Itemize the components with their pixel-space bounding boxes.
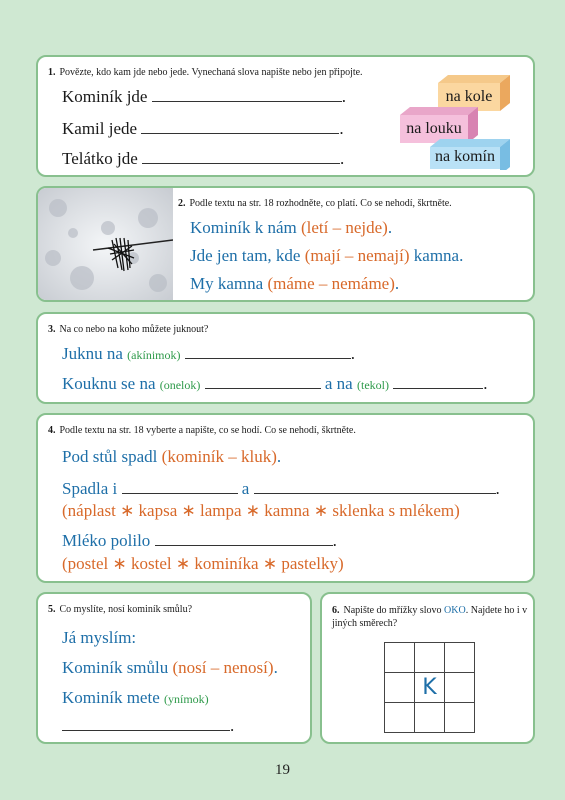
task5-card <box>36 592 312 744</box>
grid-cell[interactable] <box>385 703 415 733</box>
task2-line-1: Kominík k nám (letí – nejde). <box>190 218 393 237</box>
grid-cell[interactable] <box>445 703 475 733</box>
task1-instruction: 1. Povězte, kdo kam jde nebo jede. Vynechaná slova napište nebo jen připojte. <box>48 67 363 78</box>
answer-blank[interactable] <box>393 375 483 389</box>
grid-cell[interactable] <box>415 643 445 673</box>
word-box-na-kole: na kole <box>445 88 493 105</box>
grid-cell[interactable] <box>385 643 415 673</box>
grid-cell-center[interactable]: K <box>415 673 445 703</box>
task3-instruction: 3. Na co nebo na koho můžete juknout? <box>48 324 209 335</box>
answer-blank[interactable] <box>141 120 339 134</box>
letter-grid <box>384 642 475 733</box>
task4-options-2: (postel ∗ kostel ∗ kominíka ∗ pastelky) <box>62 554 344 573</box>
task4-card <box>36 413 535 583</box>
task4-line-1: Pod stůl spadl (kominík – kluk). <box>62 447 282 466</box>
word-box-na-louku: na louku <box>406 120 462 137</box>
task4-line-2: Spadla i a . <box>62 479 500 498</box>
answer-blank[interactable] <box>185 345 351 359</box>
task3-line-2: Kouknu se na (onelok) a na (tekol) . <box>62 374 488 393</box>
choice-nosi-nenosi[interactable]: (nosí – nenosí) <box>172 658 274 677</box>
task1-line-1: Kominík jde . <box>62 87 346 106</box>
task3-line-1: Juknu na (akínimok) . <box>62 344 355 363</box>
choice-kominik-kluk[interactable]: (kominík – kluk) <box>161 447 277 466</box>
task5-line-3: Kominík mete (ynímok) <box>62 688 209 707</box>
task3-card <box>36 312 535 404</box>
answer-blank[interactable] <box>155 532 333 546</box>
task2-card <box>36 186 535 302</box>
task5-line-4: . <box>62 716 234 736</box>
answer-blank[interactable] <box>142 150 340 164</box>
page-number: 19 <box>275 762 290 778</box>
grid-cell[interactable] <box>445 673 475 703</box>
answer-blank[interactable] <box>254 480 496 494</box>
task4-instruction: 4. Podle textu na str. 18 vyberte a napište, co se hodí. Co se nehodí, škrtněte. <box>48 425 356 436</box>
choice-maji-nemaji[interactable]: (mají – nemají) <box>304 246 410 265</box>
task1-line-3: Telátko jde . <box>62 149 345 168</box>
answer-blank[interactable] <box>122 480 238 494</box>
grid-cell[interactable] <box>445 643 475 673</box>
answer-blank[interactable] <box>152 88 342 102</box>
task5-line-2: Kominík smůlu (nosí – nenosí). <box>62 658 278 677</box>
task4-line-4: Mléko polilo . <box>62 531 337 550</box>
choice-let-nejde[interactable]: (letí – nejde) <box>300 218 388 237</box>
chimney-brush-illustration <box>38 188 173 302</box>
task5-instruction: 5. Co myslíte, nosí kominík smůlu? <box>48 604 193 615</box>
grid-cell[interactable] <box>385 673 415 703</box>
answer-blank[interactable] <box>62 717 230 731</box>
task6-card <box>320 592 535 744</box>
word-box-na-komin: na komín <box>435 148 495 165</box>
answer-blank[interactable] <box>205 375 321 389</box>
task4-options-1: (náplast ∗ kapsa ∗ lampa ∗ kamna ∗ sklenka s mlékem) <box>62 501 460 520</box>
task6-instruction: 6. Napište do mřížky slovo OKO. Najdete ho i v jiných směrech? <box>332 605 528 629</box>
task5-line-1: Já myslím: <box>62 628 137 647</box>
task2-line-3: My kamna (máme – nemáme). <box>190 274 400 293</box>
grid-cell[interactable] <box>415 703 445 733</box>
task1-card <box>36 55 535 177</box>
task1-line-2: Kamil jede . <box>62 119 344 138</box>
choice-mame-nemame[interactable]: (máme – nemáme) <box>267 274 395 293</box>
task2-line-2: Jde jen tam, kde (mají – nemají) kamna. <box>190 246 464 265</box>
task2-instruction: 2. Podle textu na str. 18 rozhodněte, co platí. Co se nehodí, škrtněte. <box>178 198 452 209</box>
